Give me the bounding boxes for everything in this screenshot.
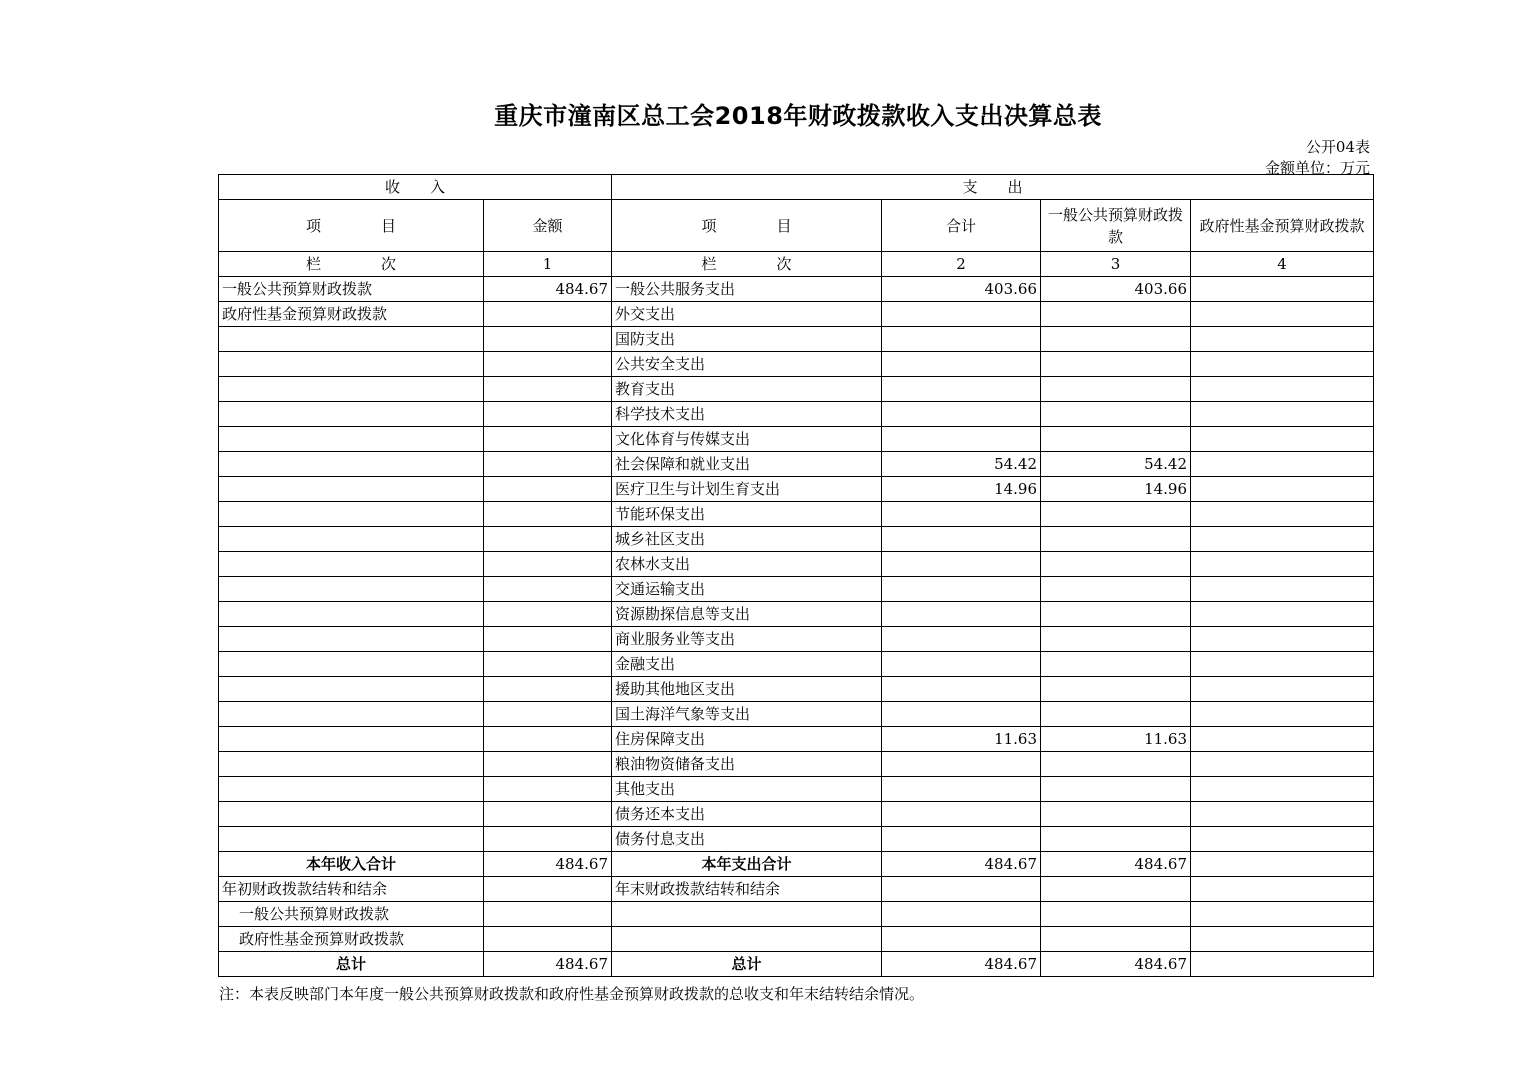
- expense-item-cell: 商业服务业等支出: [612, 627, 882, 652]
- table-row: [219, 452, 1374, 477]
- income-item-cell: [219, 577, 484, 602]
- expense-fund-cell: [1191, 602, 1374, 627]
- expense-fund-cell: [1191, 627, 1374, 652]
- expense-item-cell: 城乡社区支出: [612, 527, 882, 552]
- expense-fund-cell: [1191, 802, 1374, 827]
- expense-item-cell: 其他支出: [612, 777, 882, 802]
- income-amount-cell: [484, 552, 612, 577]
- expense-general-cell: [1041, 677, 1191, 702]
- grand-income-total-amount: 484.67: [484, 952, 612, 977]
- expense-general-cell: [1041, 402, 1191, 427]
- budget-table: [218, 174, 1374, 977]
- expense-item-cell: [612, 902, 882, 927]
- column-number-2: 2: [882, 252, 1041, 277]
- expense-general-cell: [1041, 702, 1191, 727]
- year-total-row: [219, 852, 1374, 877]
- income-amount-cell: [484, 327, 612, 352]
- expense-total-cell: [882, 802, 1041, 827]
- income-amount-cell: [484, 627, 612, 652]
- income-item-cell: [219, 752, 484, 777]
- expense-fund-cell: [1191, 877, 1374, 902]
- expense-total-cell: [882, 352, 1041, 377]
- income-section-header: 收 入: [219, 175, 612, 200]
- expense-fund-cell: [1191, 652, 1374, 677]
- income-amount-cell: [484, 827, 612, 852]
- table-row: [219, 752, 1374, 777]
- table-row: [219, 527, 1374, 552]
- column-number-3: 3: [1041, 252, 1191, 277]
- table-row: [219, 352, 1374, 377]
- expense-item-cell: 住房保障支出: [612, 727, 882, 752]
- expense-item-cell: 国防支出: [612, 327, 882, 352]
- income-item-cell: [219, 677, 484, 702]
- year-expense-total-label: 本年支出合计: [612, 852, 882, 877]
- column-number-4: 4: [1191, 252, 1374, 277]
- grand-expense-total: 484.67: [882, 952, 1041, 977]
- expense-item-cell: 社会保障和就业支出: [612, 452, 882, 477]
- income-amount-cell: [484, 802, 612, 827]
- general-budget-header: 一般公共预算财政拨款: [1041, 200, 1191, 252]
- expense-fund-cell: [1191, 302, 1374, 327]
- expense-general-cell: 11.63: [1041, 727, 1191, 752]
- income-amount-cell: 484.67: [484, 277, 612, 302]
- income-amount-cell: [484, 902, 612, 927]
- grand-expense-total-label: 总计: [612, 952, 882, 977]
- expense-general-cell: [1041, 777, 1191, 802]
- income-amount-cell: [484, 352, 612, 377]
- income-amount-cell: [484, 877, 612, 902]
- expense-item-cell: [612, 927, 882, 952]
- column-number-row: [219, 252, 1374, 277]
- table-row: [219, 877, 1374, 902]
- expense-total-cell: 403.66: [882, 277, 1041, 302]
- income-amount-cell: [484, 777, 612, 802]
- expense-fund-cell: [1191, 702, 1374, 727]
- income-amount-cell: [484, 727, 612, 752]
- expense-fund-cell: [1191, 502, 1374, 527]
- table-row: [219, 677, 1374, 702]
- expense-fund-cell: [1191, 327, 1374, 352]
- income-amount-cell: [484, 452, 612, 477]
- section-header-row: [219, 175, 1374, 200]
- expense-total-cell: [882, 427, 1041, 452]
- table-row: [219, 377, 1374, 402]
- expense-item-cell: 交通运输支出: [612, 577, 882, 602]
- expense-total-cell: [882, 527, 1041, 552]
- expense-general-cell: [1041, 652, 1191, 677]
- fund-budget-header: 政府性基金预算财政拨款: [1191, 200, 1374, 252]
- expense-general-cell: [1041, 327, 1191, 352]
- income-item-cell: 政府性基金预算财政拨款: [219, 302, 484, 327]
- expense-fund-cell: [1191, 452, 1374, 477]
- expense-fund-cell: [1191, 352, 1374, 377]
- expense-fund-cell: [1191, 927, 1374, 952]
- income-amount-cell: [484, 502, 612, 527]
- expense-general-cell: 54.42: [1041, 452, 1191, 477]
- expense-general-cell: 403.66: [1041, 277, 1191, 302]
- income-item-cell: [219, 552, 484, 577]
- row-label-income: 栏 次: [219, 252, 484, 277]
- expense-item-cell: 粮油物资储备支出: [612, 752, 882, 777]
- expense-general-cell: [1041, 602, 1191, 627]
- expense-total-cell: [882, 927, 1041, 952]
- income-item-cell: [219, 427, 484, 452]
- expense-fund-cell: [1191, 777, 1374, 802]
- expense-general-cell: [1041, 802, 1191, 827]
- expense-total-cell: [882, 877, 1041, 902]
- expense-total-cell: [882, 627, 1041, 652]
- expense-total-cell: [882, 552, 1041, 577]
- table-row: [219, 827, 1374, 852]
- column-number-1: 1: [484, 252, 612, 277]
- expense-general-cell: [1041, 902, 1191, 927]
- income-item-cell: [219, 452, 484, 477]
- income-item-cell: [219, 652, 484, 677]
- expense-total-cell: [882, 702, 1041, 727]
- expense-total-cell: 54.42: [882, 452, 1041, 477]
- income-item-cell: [219, 727, 484, 752]
- expense-total-cell: [882, 402, 1041, 427]
- expense-general-cell: [1041, 577, 1191, 602]
- grand-expense-general: 484.67: [1041, 952, 1191, 977]
- table-row: [219, 327, 1374, 352]
- table-row: [219, 552, 1374, 577]
- expense-total-cell: [882, 327, 1041, 352]
- expense-general-cell: [1041, 527, 1191, 552]
- expense-item-cell: 医疗卫生与计划生育支出: [612, 477, 882, 502]
- income-amount-cell: [484, 652, 612, 677]
- income-item-cell: 一般公共预算财政拨款: [219, 277, 484, 302]
- income-amount-cell: [484, 927, 612, 952]
- expense-fund-cell: [1191, 752, 1374, 777]
- page-title: 重庆市潼南区总工会2018年财政拨款收入支出决算总表: [494, 102, 1102, 130]
- expense-general-cell: [1041, 927, 1191, 952]
- expense-item-cell: 援助其他地区支出: [612, 677, 882, 702]
- year-expense-total: 484.67: [882, 852, 1041, 877]
- table-row: [219, 927, 1374, 952]
- expense-item-cell: 农林水支出: [612, 552, 882, 577]
- expense-total-cell: [882, 302, 1041, 327]
- year-income-total-label: 本年收入合计: [219, 852, 484, 877]
- income-amount-cell: [484, 702, 612, 727]
- table-row: [219, 502, 1374, 527]
- form-number: 公开04表: [1305, 138, 1370, 156]
- expense-item-cell: 外交支出: [612, 302, 882, 327]
- year-income-total-amount: 484.67: [484, 852, 612, 877]
- table-row: [219, 652, 1374, 677]
- expense-fund-cell: [1191, 527, 1374, 552]
- income-item-cell: [219, 327, 484, 352]
- table-row: [219, 802, 1374, 827]
- expense-general-cell: [1041, 552, 1191, 577]
- income-item-cell: [219, 502, 484, 527]
- expense-fund-cell: [1191, 477, 1374, 502]
- grand-income-total-label: 总计: [219, 952, 484, 977]
- expense-total-cell: [882, 827, 1041, 852]
- expense-general-cell: [1041, 627, 1191, 652]
- expense-general-cell: 14.96: [1041, 477, 1191, 502]
- income-item-cell: [219, 352, 484, 377]
- expense-item-cell: 公共安全支出: [612, 352, 882, 377]
- income-item-cell: [219, 702, 484, 727]
- income-amount-cell: [484, 302, 612, 327]
- income-item-cell: 一般公共预算财政拨款: [219, 902, 484, 927]
- expense-section-header: 支 出: [612, 175, 1374, 200]
- grand-total-row: [219, 952, 1374, 977]
- table-row: [219, 277, 1374, 302]
- amount-unit: 金额单位：万元: [1264, 159, 1370, 177]
- expense-general-cell: [1041, 877, 1191, 902]
- income-item-cell: [219, 527, 484, 552]
- year-expense-general: 484.67: [1041, 852, 1191, 877]
- expense-fund-cell: [1191, 427, 1374, 452]
- income-item-cell: [219, 827, 484, 852]
- expense-item-cell: 债务付息支出: [612, 827, 882, 852]
- expense-fund-cell: [1191, 552, 1374, 577]
- table-row: [219, 627, 1374, 652]
- expense-total-cell: [882, 902, 1041, 927]
- income-item-cell: [219, 627, 484, 652]
- income-amount-cell: [484, 402, 612, 427]
- expense-total-cell: [882, 502, 1041, 527]
- income-item-header: 项 目: [219, 200, 484, 252]
- income-item-cell: 政府性基金预算财政拨款: [219, 927, 484, 952]
- expense-fund-cell: [1191, 827, 1374, 852]
- expense-general-cell: [1041, 427, 1191, 452]
- expense-item-cell: 年末财政拨款结转和结余: [612, 877, 882, 902]
- expense-item-cell: 资源勘探信息等支出: [612, 602, 882, 627]
- expense-general-cell: [1041, 752, 1191, 777]
- table-row: [219, 477, 1374, 502]
- income-item-cell: 年初财政拨款结转和结余: [219, 877, 484, 902]
- column-header-row: [219, 200, 1374, 252]
- grand-expense-fund: [1191, 952, 1374, 977]
- table-row: [219, 727, 1374, 752]
- income-item-cell: [219, 602, 484, 627]
- expense-total-cell: [882, 777, 1041, 802]
- expense-item-cell: 债务还本支出: [612, 802, 882, 827]
- expense-fund-cell: [1191, 902, 1374, 927]
- total-header: 合计: [882, 200, 1041, 252]
- expense-fund-cell: [1191, 277, 1374, 302]
- expense-general-cell: [1041, 352, 1191, 377]
- table-row: [219, 902, 1374, 927]
- table-row: [219, 702, 1374, 727]
- expense-fund-cell: [1191, 677, 1374, 702]
- table-row: [219, 302, 1374, 327]
- expense-general-cell: [1041, 302, 1191, 327]
- table-row: [219, 427, 1374, 452]
- income-item-cell: [219, 802, 484, 827]
- table-row: [219, 602, 1374, 627]
- income-amount-header: 金额: [484, 200, 612, 252]
- income-amount-cell: [484, 527, 612, 552]
- expense-item-cell: 国土海洋气象等支出: [612, 702, 882, 727]
- income-amount-cell: [484, 377, 612, 402]
- income-amount-cell: [484, 602, 612, 627]
- expense-total-cell: [882, 677, 1041, 702]
- income-amount-cell: [484, 752, 612, 777]
- expense-total-cell: [882, 377, 1041, 402]
- expense-fund-cell: [1191, 377, 1374, 402]
- table-row: [219, 402, 1374, 427]
- expense-fund-cell: [1191, 577, 1374, 602]
- income-amount-cell: [484, 677, 612, 702]
- expense-general-cell: [1041, 827, 1191, 852]
- expense-fund-cell: [1191, 727, 1374, 752]
- expense-total-cell: 14.96: [882, 477, 1041, 502]
- table-row: [219, 777, 1374, 802]
- row-label-expense: 栏 次: [612, 252, 882, 277]
- income-amount-cell: [484, 477, 612, 502]
- table-row: [219, 577, 1374, 602]
- expense-fund-cell: [1191, 402, 1374, 427]
- income-item-cell: [219, 477, 484, 502]
- expense-item-cell: 一般公共服务支出: [612, 277, 882, 302]
- expense-total-cell: 11.63: [882, 727, 1041, 752]
- income-amount-cell: [484, 427, 612, 452]
- expense-item-header: 项 目: [612, 200, 882, 252]
- expense-total-cell: [882, 577, 1041, 602]
- expense-general-cell: [1041, 502, 1191, 527]
- expense-item-cell: 节能环保支出: [612, 502, 882, 527]
- expense-total-cell: [882, 752, 1041, 777]
- expense-item-cell: 金融支出: [612, 652, 882, 677]
- footnote: 注：本表反映部门本年度一般公共预算财政拨款和政府性基金预算财政拨款的总收支和年末结转结余情况。: [219, 985, 925, 1003]
- expense-general-cell: [1041, 377, 1191, 402]
- year-expense-fund: [1191, 852, 1374, 877]
- income-amount-cell: [484, 577, 612, 602]
- expense-item-cell: 教育支出: [612, 377, 882, 402]
- expense-item-cell: 科学技术支出: [612, 402, 882, 427]
- expense-total-cell: [882, 602, 1041, 627]
- income-item-cell: [219, 402, 484, 427]
- expense-item-cell: 文化体育与传媒支出: [612, 427, 882, 452]
- expense-total-cell: [882, 652, 1041, 677]
- income-item-cell: [219, 777, 484, 802]
- income-item-cell: [219, 377, 484, 402]
